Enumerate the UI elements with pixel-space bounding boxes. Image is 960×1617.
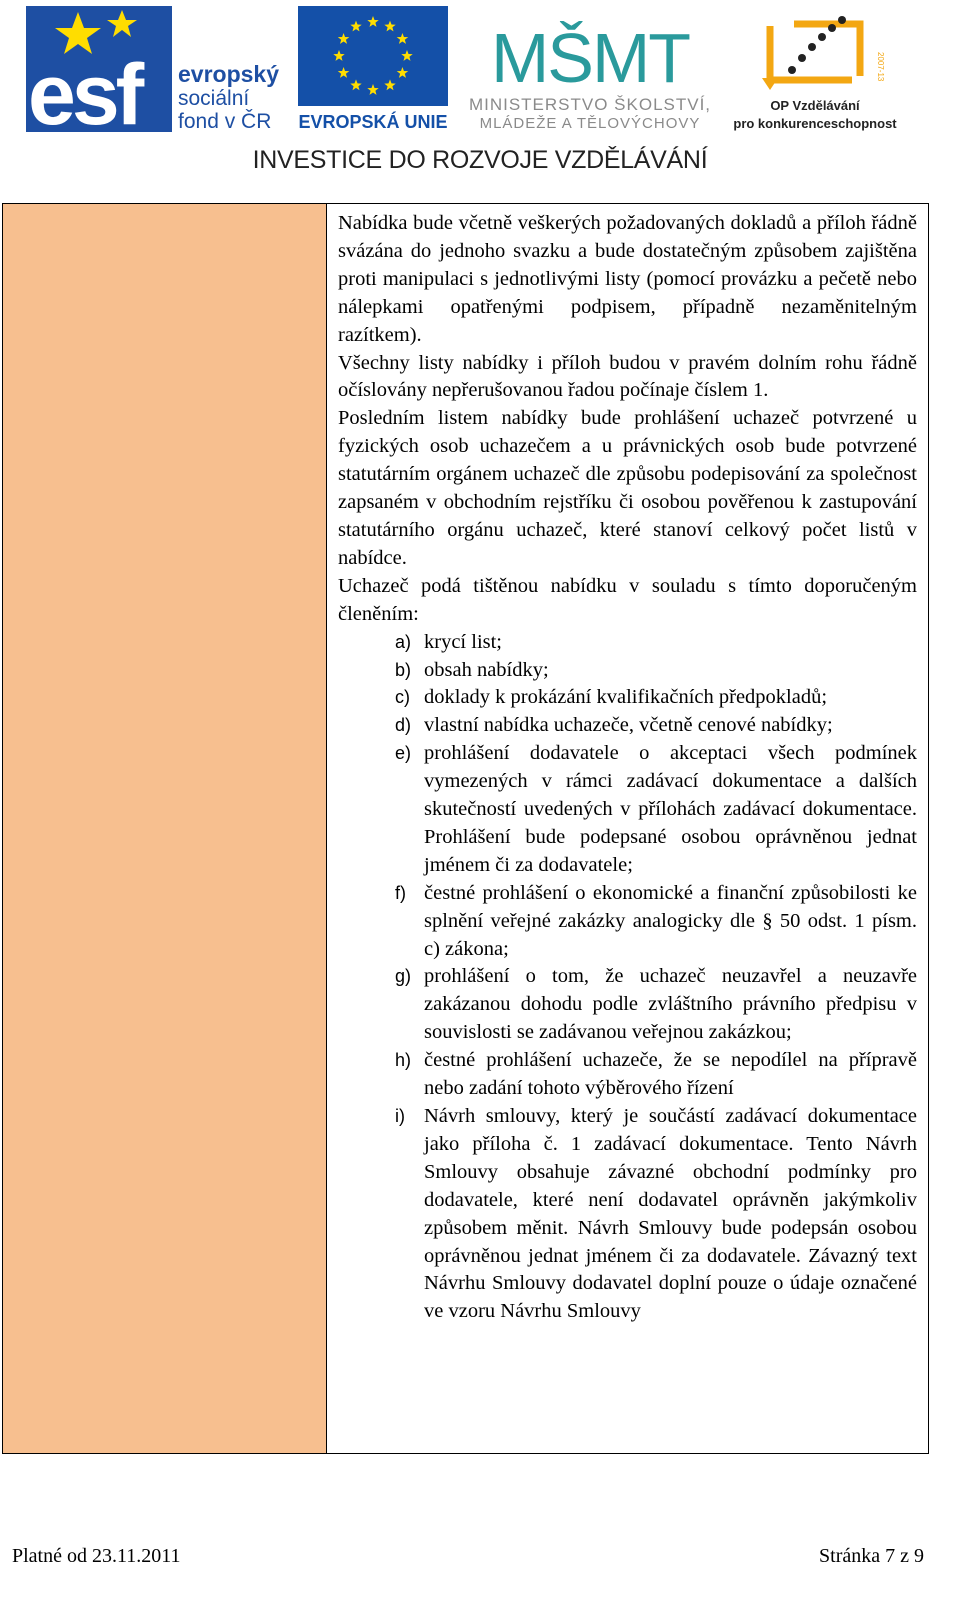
list-item: [338, 1047, 917, 1103]
list-item-text: prohlášení o tom, že uchazeč neuzavřel a neuzavře zakázanou dohodu podle zvláštního právního předpisu v souvislosti se zadávanou veřejnou zakázkou;: [424, 965, 917, 1044]
msmt-logo: [462, 6, 718, 132]
list-item: [338, 629, 917, 657]
msmt-mark: MŠMT: [490, 19, 690, 97]
list-item-text: Návrh smlouvy, který je součástí zadávací dokumentace jako příloha č. 1 zadávací dokumentace. Tento Návrh Smlouvy obsahuje závazné obchodní podmínky pro dodavatele, které není dodavatel oprávněn jakýmkoliv způsobem měnit. Návrh Smlouvy bude podepsán osobou oprávněnou jednat jménem či za dodavatele. Závazný text Návrhu Smlouvy dodavatel doplní pouze o údaje označené ve vzoru Návrhu Smlouvy: [424, 1105, 917, 1323]
list-item: [338, 880, 917, 964]
list-item-text: vlastní nabídka uchazeče, včetně cenové nabídky;: [424, 714, 833, 737]
list-item-text: doklady k prokázání kvalifikačních předpokladů;: [424, 686, 828, 709]
paragraph-binding: Nabídka bude včetně veškerých požadovaných dokladů a příloh řádně svázána do jednoho svazku a bude dostatečným způsobem zajištěna proti manipulaci s jednotlivými listy (pomocí provázku a pečetě nebo nálepkami opatřenými podpisem, případně nezaměnitelným razítkem).: [338, 212, 917, 346]
op-badge: 2007-13: [876, 52, 885, 82]
list-marker: a): [395, 631, 412, 652]
list-marker: b): [395, 659, 412, 680]
msmt-line2: MLÁDEŽE A TĚLOVÝCHOVY: [479, 115, 701, 132]
list-marker: i): [395, 1106, 405, 1126]
paragraph-last-sheet: Posledním listem nabídky bude prohlášení uchazeč potvrzené u fyzických osob uchazečem a u právnických osob bude potvrzené statutárním orgánem uchazeč dle způsobu podepisování za společnost zapsaném v obchodním rejstříku či osobou pověřenou k zastupování statutárního orgánu uchazeč, které stanoví celkový počet listů v nabídce.: [338, 407, 917, 569]
op-line2: pro konkurenceschopnost: [733, 116, 897, 131]
esf-line3: fond v ČR: [178, 110, 272, 132]
msmt-line1: MINISTERSTVO ŠKOLSTVÍ,: [468, 95, 712, 114]
list-marker: e): [395, 743, 412, 764]
op-line1: OP Vzdělávání: [770, 98, 860, 113]
offer-structure-list: [338, 629, 917, 1327]
list-marker: g): [395, 966, 412, 987]
list-item-text: obsah nabídky;: [424, 658, 549, 681]
esf-logo: [26, 6, 288, 132]
list-item-text: čestné prohlášení uchazeče, že se nepodílel na přípravě nebo zadání tohoto výběrového řízení: [424, 1049, 917, 1100]
list-item-text: krycí list;: [424, 630, 503, 653]
paragraph-numbering: Všechny listy nabídky i příloh budou v pravém dolním rohu řádně očíslovány nepřerušovanou řadou počínaje číslem 1.: [338, 351, 917, 402]
content-table: [2, 203, 929, 1454]
list-item: [338, 1103, 917, 1326]
list-marker: d): [395, 715, 412, 736]
list-item: [338, 963, 917, 1047]
footer-page-number: Stránka 7 z 9: [819, 1545, 924, 1567]
list-marker: h): [395, 1050, 412, 1071]
header-band-title: INVESTICE DO ROZVOJE VZDĚLÁVÁNÍ: [252, 146, 708, 174]
list-item: [338, 657, 917, 685]
left-label-cell: [3, 204, 327, 1453]
list-marker: c): [395, 687, 410, 708]
esf-line1: evropský: [178, 61, 280, 87]
paragraph-structure-intro: Uchazeč podá tištěnou nabídku v souladu s tímto doporučeným členěním:: [338, 574, 917, 625]
esf-mark: esf: [28, 47, 141, 132]
esf-line2: sociální: [178, 87, 250, 110]
op-logo: [730, 4, 900, 132]
list-item: [338, 740, 917, 880]
list-item-text: čestné prohlášení o ekonomické a finanční způsobilosti ke splnění veřejné zakázky analogicky dle § 50 odst. 1 písm. c) zákona;: [424, 881, 917, 960]
eu-logo: [296, 6, 450, 132]
list-item: [338, 712, 917, 740]
list-marker: f): [395, 882, 406, 903]
footer-valid-from: Platné od 23.11.2011: [12, 1545, 181, 1567]
eu-label: EVROPSKÁ UNIE: [298, 112, 448, 132]
list-item: [338, 684, 917, 712]
right-content-cell: [338, 210, 917, 1326]
list-item-text: prohlášení dodavatele o akceptaci všech podmínek vymezených v rámci zadávací dokumentace a dalších skutečností uvedených v přílohách zadávací dokumentace. Prohlášení bude podepsané osobou oprávněnou jednat jménem či za dodavatele;: [424, 742, 917, 876]
